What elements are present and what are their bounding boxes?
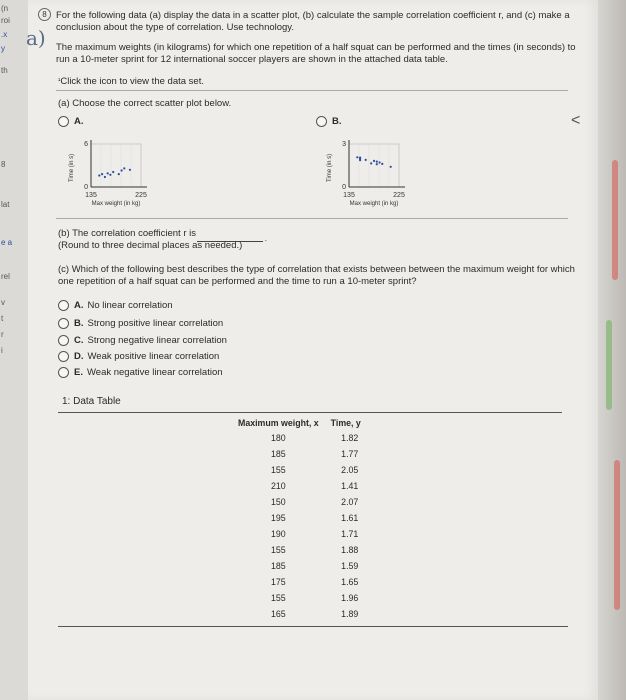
table-row (232, 590, 367, 606)
cell-time: 1.71 (341, 529, 359, 539)
left-fragment: rel (1, 272, 10, 281)
x-tick-right: 225 (135, 192, 147, 199)
cell-time: 2.05 (341, 465, 359, 475)
scatter-point (104, 176, 106, 178)
scatter-point (376, 161, 378, 163)
scatter-point (356, 156, 358, 158)
part-b-prompt: (b) The correlation coefficient r is (58, 228, 196, 239)
x-axis-label: Max weight (in kg) (91, 201, 141, 207)
question-context-line1: The maximum weights (in kilograms) for which one repetition of a half squat can be performed and the times (in seconds) to (56, 42, 576, 53)
correlation-answer-input[interactable]: . (197, 232, 263, 242)
cell-time: 2.07 (341, 497, 359, 507)
background-stripe (614, 460, 620, 610)
radio-icon[interactable] (58, 116, 69, 127)
scatter-point (381, 163, 383, 165)
table-row (232, 462, 367, 478)
cell-max-weight: 165 (270, 609, 286, 619)
data-table-divider (58, 412, 562, 413)
cell-max-weight: 190 (270, 529, 286, 539)
cell-time: 1.65 (341, 577, 359, 587)
cell-max-weight: 185 (270, 449, 286, 459)
left-fragment: lat (1, 200, 10, 209)
part-b-note: (Round to three decimal places as needed.) (58, 240, 243, 251)
scatter-plot-a (60, 134, 170, 214)
divider (56, 218, 568, 219)
cell-time: 1.82 (341, 433, 359, 443)
scatter-plot-b (318, 134, 428, 214)
radio-icon[interactable] (58, 351, 69, 362)
option-b-radio[interactable] (316, 116, 342, 127)
scatter-point (98, 174, 100, 176)
data-table-title: 1: Data Table (62, 396, 121, 407)
table-row (232, 606, 367, 622)
scatter-point (379, 161, 381, 163)
cell-time: 1.96 (341, 593, 359, 603)
part-c-prompt-line1: (c) Which of the following best describes the type of correlation that exists between between the maximum weight for which (58, 264, 575, 275)
cell-max-weight: 185 (270, 561, 286, 571)
left-fragment: i (1, 346, 3, 355)
left-fragment: th (1, 66, 8, 75)
scatter-point (112, 171, 114, 173)
cell-max-weight: 175 (270, 577, 286, 587)
y-max-tick: 3 (342, 141, 346, 148)
option-b-strong-positive[interactable]: B. Strong positive linear correlation (58, 318, 223, 329)
cell-max-weight: 155 (270, 465, 286, 475)
option-a-no-linear[interactable]: A. No linear correlation (58, 300, 173, 311)
table-row (232, 494, 367, 510)
table-row (232, 542, 367, 558)
table-header-row (232, 418, 367, 430)
option-b-label: B. (332, 116, 342, 128)
cell-max-weight: 155 (270, 545, 286, 555)
left-fragment: v (1, 298, 5, 307)
y-min-tick: 0 (342, 184, 346, 191)
cell-time: 1.77 (341, 449, 359, 459)
scatter-point (121, 169, 123, 171)
left-fragment: t (1, 314, 4, 323)
radio-icon[interactable] (58, 367, 69, 378)
x-tick-right: 225 (393, 192, 405, 199)
option-e-weak-negative[interactable]: E. Weak negative linear correlation (58, 367, 223, 378)
cell-time: 1.59 (341, 561, 359, 571)
scatter-point (123, 167, 125, 169)
radio-icon[interactable] (316, 116, 327, 127)
radio-icon[interactable] (58, 335, 69, 346)
left-fragment: 8 (1, 160, 6, 169)
handwritten-note: a) (26, 26, 46, 50)
scatter-point (129, 169, 131, 171)
cell-max-weight: 180 (270, 433, 286, 443)
header-max-weight: Maximum weight, x (238, 418, 319, 428)
option-a-label: A. (74, 116, 84, 128)
plot-frame (91, 144, 141, 187)
cell-max-weight: 155 (270, 593, 286, 603)
x-tick-left: 135 (85, 192, 97, 199)
table-row (232, 526, 367, 542)
table-row (232, 558, 367, 574)
x-axis-label: Max weight (in kg) (349, 201, 399, 207)
question-intro-line1: For the following data (a) display the data in a scatter plot, (b) calculate the sample correlation coefficient r, and (c) make a (56, 10, 570, 21)
table-row (232, 574, 367, 590)
y-axis-label: Time (in s) (69, 153, 75, 182)
scatter-point (109, 174, 111, 176)
plot-frame (349, 144, 399, 187)
cell-max-weight: 150 (270, 497, 286, 507)
cell-time: 1.88 (341, 545, 359, 555)
background-stripe (612, 160, 618, 280)
collapse-chevron-icon[interactable]: < (571, 112, 581, 129)
option-a-radio[interactable] (58, 116, 84, 127)
question-intro-line2: conclusion about the type of correlation. Use technology. (56, 22, 294, 33)
part-a-prompt: (a) Choose the correct scatter plot below. (58, 98, 232, 109)
left-fragment: y (1, 44, 5, 53)
y-axis-label: Time (in s) (327, 153, 333, 182)
cell-time: 1.41 (341, 481, 359, 491)
left-fragment: (n (1, 4, 9, 13)
divider (56, 90, 568, 91)
table-row (232, 446, 367, 462)
y-min-tick: 0 (84, 184, 88, 191)
scatter-point (118, 173, 120, 175)
scatter-point (370, 162, 372, 164)
option-c-strong-negative[interactable]: C. Strong negative linear correlation (58, 335, 227, 346)
left-fragment: e a (1, 238, 13, 247)
cell-time: 1.61 (341, 513, 359, 523)
view-data-text[interactable]: Click the icon to view the data set. (60, 76, 204, 87)
left-fragment: .x (1, 30, 8, 39)
view-data-link[interactable] (58, 76, 204, 87)
cell-time: 1.89 (341, 609, 359, 619)
option-d-weak-positive[interactable]: D. Weak positive linear correlation (58, 351, 219, 362)
scatter-point (365, 159, 367, 161)
scatter-point (107, 172, 109, 174)
data-table (232, 418, 367, 622)
header-time: Time, y (330, 418, 361, 428)
data-set-icon[interactable]: ¹ (58, 78, 61, 85)
left-fragment: roi (1, 16, 10, 25)
y-max-tick: 6 (84, 141, 88, 148)
scatter-point (101, 173, 103, 175)
scatter-point (373, 160, 375, 162)
radio-icon[interactable] (58, 300, 69, 311)
scatter-point (376, 163, 378, 165)
question-context-line2: run a 10-meter sprint for 12 international soccer players are shown in the attached data table. (56, 54, 448, 65)
table-row (232, 430, 367, 446)
cell-max-weight: 195 (270, 513, 286, 523)
part-c-prompt-line2: one repetition of a half squat can be performed and the time to run a 10-meter sprint? (58, 276, 417, 287)
left-cropped-panel (0, 0, 29, 700)
radio-icon[interactable] (58, 318, 69, 329)
background-stripe (606, 320, 612, 410)
table-row (232, 510, 367, 526)
scatter-point (390, 166, 392, 168)
right-background-edge (598, 0, 626, 700)
question-number-badge: 8 (38, 8, 51, 21)
bottom-divider (58, 626, 568, 627)
left-fragment: r (1, 330, 4, 339)
table-row (232, 478, 367, 494)
x-tick-left: 135 (343, 192, 355, 199)
cell-max-weight: 210 (270, 481, 286, 491)
scatter-point (359, 159, 361, 161)
